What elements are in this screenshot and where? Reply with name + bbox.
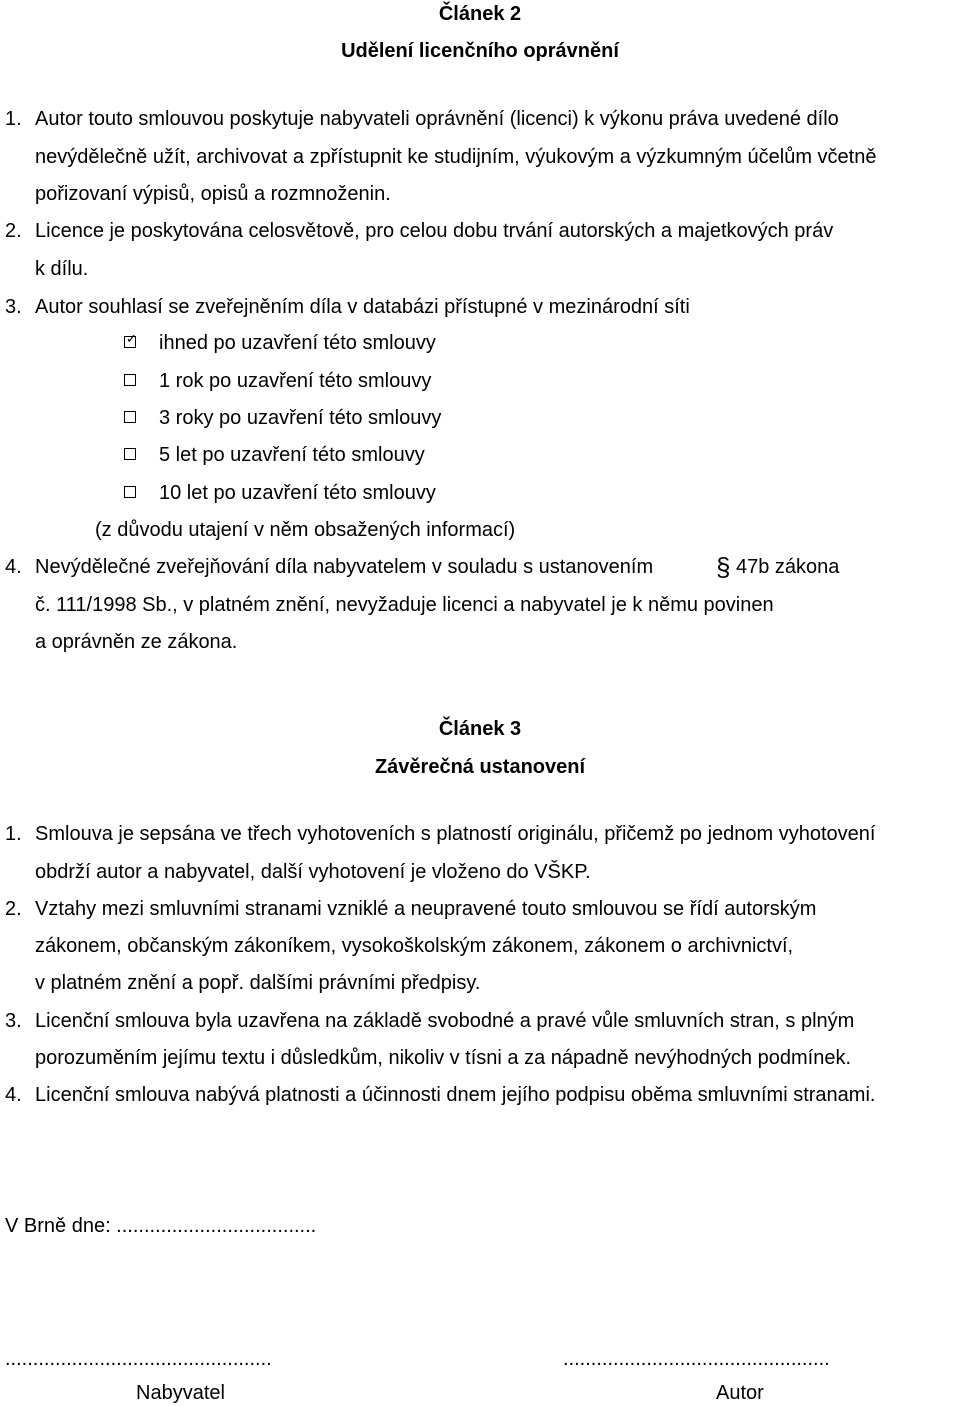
- article2-heading: Článek 2: [438, 3, 522, 25]
- option-label: ihned po uzavření této smlouvy: [159, 332, 436, 354]
- section-sign: §: [716, 552, 731, 582]
- signature-line-right[interactable]: ................................................: [563, 1348, 830, 1370]
- paragraph-line: Vztahy mezi smluvními stranami vzniklé a neupravené touto smlouvou se řídí autorským: [35, 898, 817, 920]
- paragraph-number: 1.: [5, 823, 22, 845]
- article3-title: Závěrečná ustanovení: [374, 756, 586, 778]
- paragraph-number: 3.: [5, 296, 22, 318]
- option-note: (z důvodu utajení v něm obsažených informací): [95, 519, 516, 541]
- signature-label-left: Nabyvatel: [136, 1382, 225, 1404]
- option-label: 10 let po uzavření této smlouvy: [159, 482, 436, 504]
- paragraph-line: Smlouva je sepsána ve třech vyhotoveních s platností originálu, přičemž po jednom vyhotovení: [35, 823, 876, 845]
- paragraph-number: 4.: [5, 1084, 22, 1106]
- paragraph-line: Autor touto smlouvou poskytuje nabyvateli oprávnění (licenci) k výkonu práva uvedené dílo: [35, 108, 839, 130]
- paragraph-line-end: 47b zákona: [736, 556, 840, 578]
- article3-heading: Článek 3: [438, 718, 522, 740]
- check-icon: ✓: [126, 331, 137, 346]
- paragraph-line: č. 111/1998 Sb., v platném znění, nevyžaduje licenci a nabyvatel je k němu povinen: [35, 594, 774, 616]
- paragraph-line: zákonem, občanským zákoníkem, vysokoškolským zákonem, zákonem o archivnictví,: [35, 935, 794, 957]
- signature-label-right: Autor: [716, 1382, 764, 1404]
- option-checkbox-5-years[interactable]: [124, 448, 136, 460]
- option-checkbox-1-year[interactable]: [124, 374, 136, 386]
- paragraph-line: porozuměním jejímu textu i důsledkům, nikoliv v tísni a za nápadně nevýhodných podmínek.: [35, 1047, 851, 1069]
- paragraph-number: 2.: [5, 898, 22, 920]
- paragraph-line: nevýdělečně užít, archivovat a zpřístupnit ke studijním, výukovým a výzkumným účelům včetně: [35, 146, 877, 168]
- paragraph-line: a oprávněn ze zákona.: [35, 631, 238, 653]
- article2-title: Udělení licenčního oprávnění: [341, 40, 619, 62]
- paragraph-line: Autor souhlasí se zveřejněním díla v databázi přístupné v mezinárodní síti: [35, 296, 690, 318]
- paragraph-line: k dílu.: [35, 258, 89, 280]
- signature-line-left[interactable]: ................................................: [5, 1348, 272, 1370]
- option-checkbox-immediately[interactable]: [124, 331, 137, 348]
- paragraph-number: 3.: [5, 1010, 22, 1032]
- option-checkbox-10-years[interactable]: [124, 486, 136, 498]
- paragraph-line: pořizovaní výpisů, opisů a rozmnoženin.: [35, 183, 391, 205]
- paragraph-number: 1.: [5, 108, 22, 130]
- option-label: 5 let po uzavření této smlouvy: [159, 444, 425, 466]
- paragraph-line: v platném znění a popř. dalšími právními předpisy.: [35, 972, 481, 994]
- paragraph-number: 4.: [5, 556, 22, 578]
- paragraph-number: 2.: [5, 220, 22, 242]
- place-date-field[interactable]: V Brně dne: ....................................: [5, 1215, 317, 1237]
- option-label: 1 rok po uzavření této smlouvy: [159, 370, 432, 392]
- paragraph-line: obdrží autor a nabyvatel, další vyhotovení je vloženo do VŠKP.: [35, 861, 591, 883]
- paragraph-line: Nevýdělečné zveřejňování díla nabyvatelem v souladu s ustanovením: [35, 556, 654, 578]
- option-label: 3 roky po uzavření této smlouvy: [159, 407, 442, 429]
- option-checkbox-3-years[interactable]: [124, 411, 136, 423]
- paragraph-line: Licence je poskytována celosvětově, pro celou dobu trvání autorských a majetkových práv: [35, 220, 834, 242]
- paragraph-line: Licenční smlouva nabývá platnosti a účinnosti dnem jejího podpisu oběma smluvními stranami.: [35, 1084, 876, 1106]
- paragraph-line: Licenční smlouva byla uzavřena na základě svobodné a pravé vůle smluvních stran, s plným: [35, 1010, 855, 1032]
